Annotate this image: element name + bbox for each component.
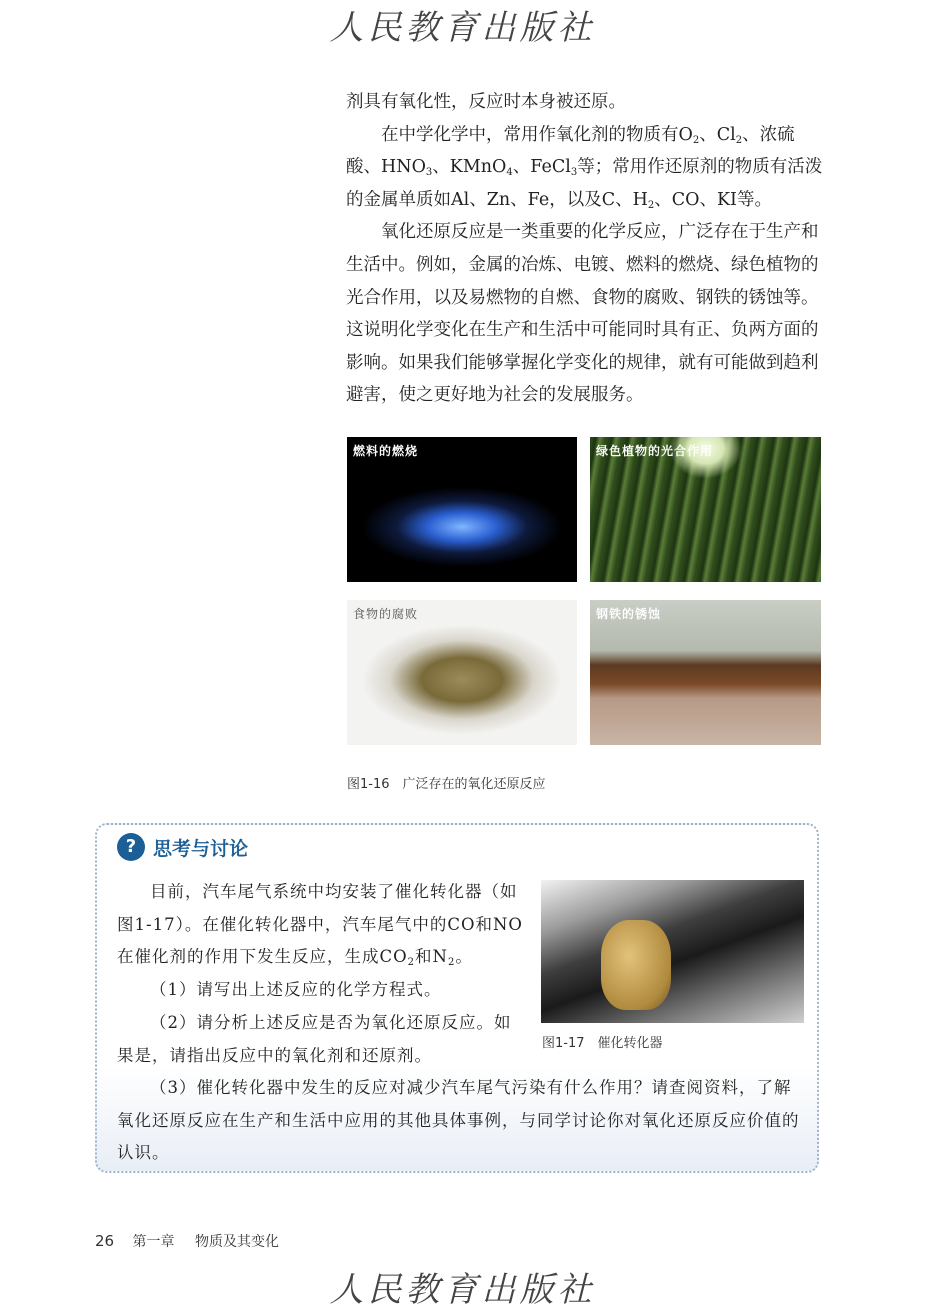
photo-food-spoilage [347,600,577,745]
page-number: 26 [95,1232,115,1250]
discussion-text [117,876,527,1072]
question-1: （1）请写出上述反应的化学方程式。 [150,980,442,1000]
paragraph-2: 在中学化学中，常用作氧化剂的物质有$O_2$、$Cl_2$、浓硫酸、$HNO_3$、KMnO$_4$、FeCl$_3$等；常用作还原剂的物质有活泼的金属单质如Al、Zn、Fe，以及C、$H_2$、CO、KI等。 [346,124,823,211]
figure-caption: 图1-16 广泛存在的氧化还原反应 [347,777,546,792]
photo-label: 燃料的燃烧 [353,444,419,458]
photo-label: 钢铁的锈蚀 [596,607,662,621]
chapter-title: 物质及其变化 [195,1234,279,1250]
photo-fuel-combustion [347,437,577,582]
publisher-logo-top: 人民教育出版社 [329,8,596,48]
chapter-label: 第一章 [132,1234,175,1250]
photo-label: 食物的腐败 [353,607,419,621]
converter-core-shape [601,920,671,1010]
question-2: （2）请分析上述反应是否为氧化还原反应。如果是，请指出反应中的氧化剂和还原剂。 [117,1012,512,1065]
discussion-header [117,833,248,861]
paragraph-1: 剂具有氧化性，反应时本身被还原。 [346,92,626,112]
photo-catalytic-converter [541,880,804,1023]
question-3: （3）催化转化器中发生的反应对减少汽车尾气污染有什么作用？请查阅资料，了解氧化还原反应在生产和生活中应用的其他具体事例，与同学讨论你对氧化还原反应价值的认识。 [117,1078,800,1163]
discussion-intro: 目前，汽车尾气系统中均安装了催化转化器（如图1-17）。在催化转化器中，汽车尾气中的CO和NO在催化剂的作用下发生反应，生成$CO_2$和$N_2$。 [117,882,523,969]
discussion-icon: ? [117,833,145,861]
figure-caption-1-17: 图1-17 催化转化器 [542,1036,663,1051]
discussion-title: 思考与讨论 [153,837,249,860]
body-text [346,86,826,412]
discussion-text-bottom [117,1072,807,1170]
photo-iron-rust [590,600,821,745]
page-footer [95,1231,279,1251]
publisher-logo-bottom: 人民教育出版社 [329,1270,596,1310]
photo-photosynthesis [590,437,821,582]
photo-label: 绿色植物的光合作用 [596,444,714,458]
paragraph-3: 氧化还原反应是一类重要的化学反应，广泛存在于生产和生活中。例如，金属的冶炼、电镀、燃料的燃烧、绿色植物的光合作用，以及易燃物的自燃、食物的腐败、钢铁的锈蚀等。这说明化学变化在生产和生活中可能同时具有正、负两方面的影响。如果我们能够掌握化学变化的规律，就有可能做到趋利避害，使之更好地为社会的发展服务。 [346,222,819,406]
